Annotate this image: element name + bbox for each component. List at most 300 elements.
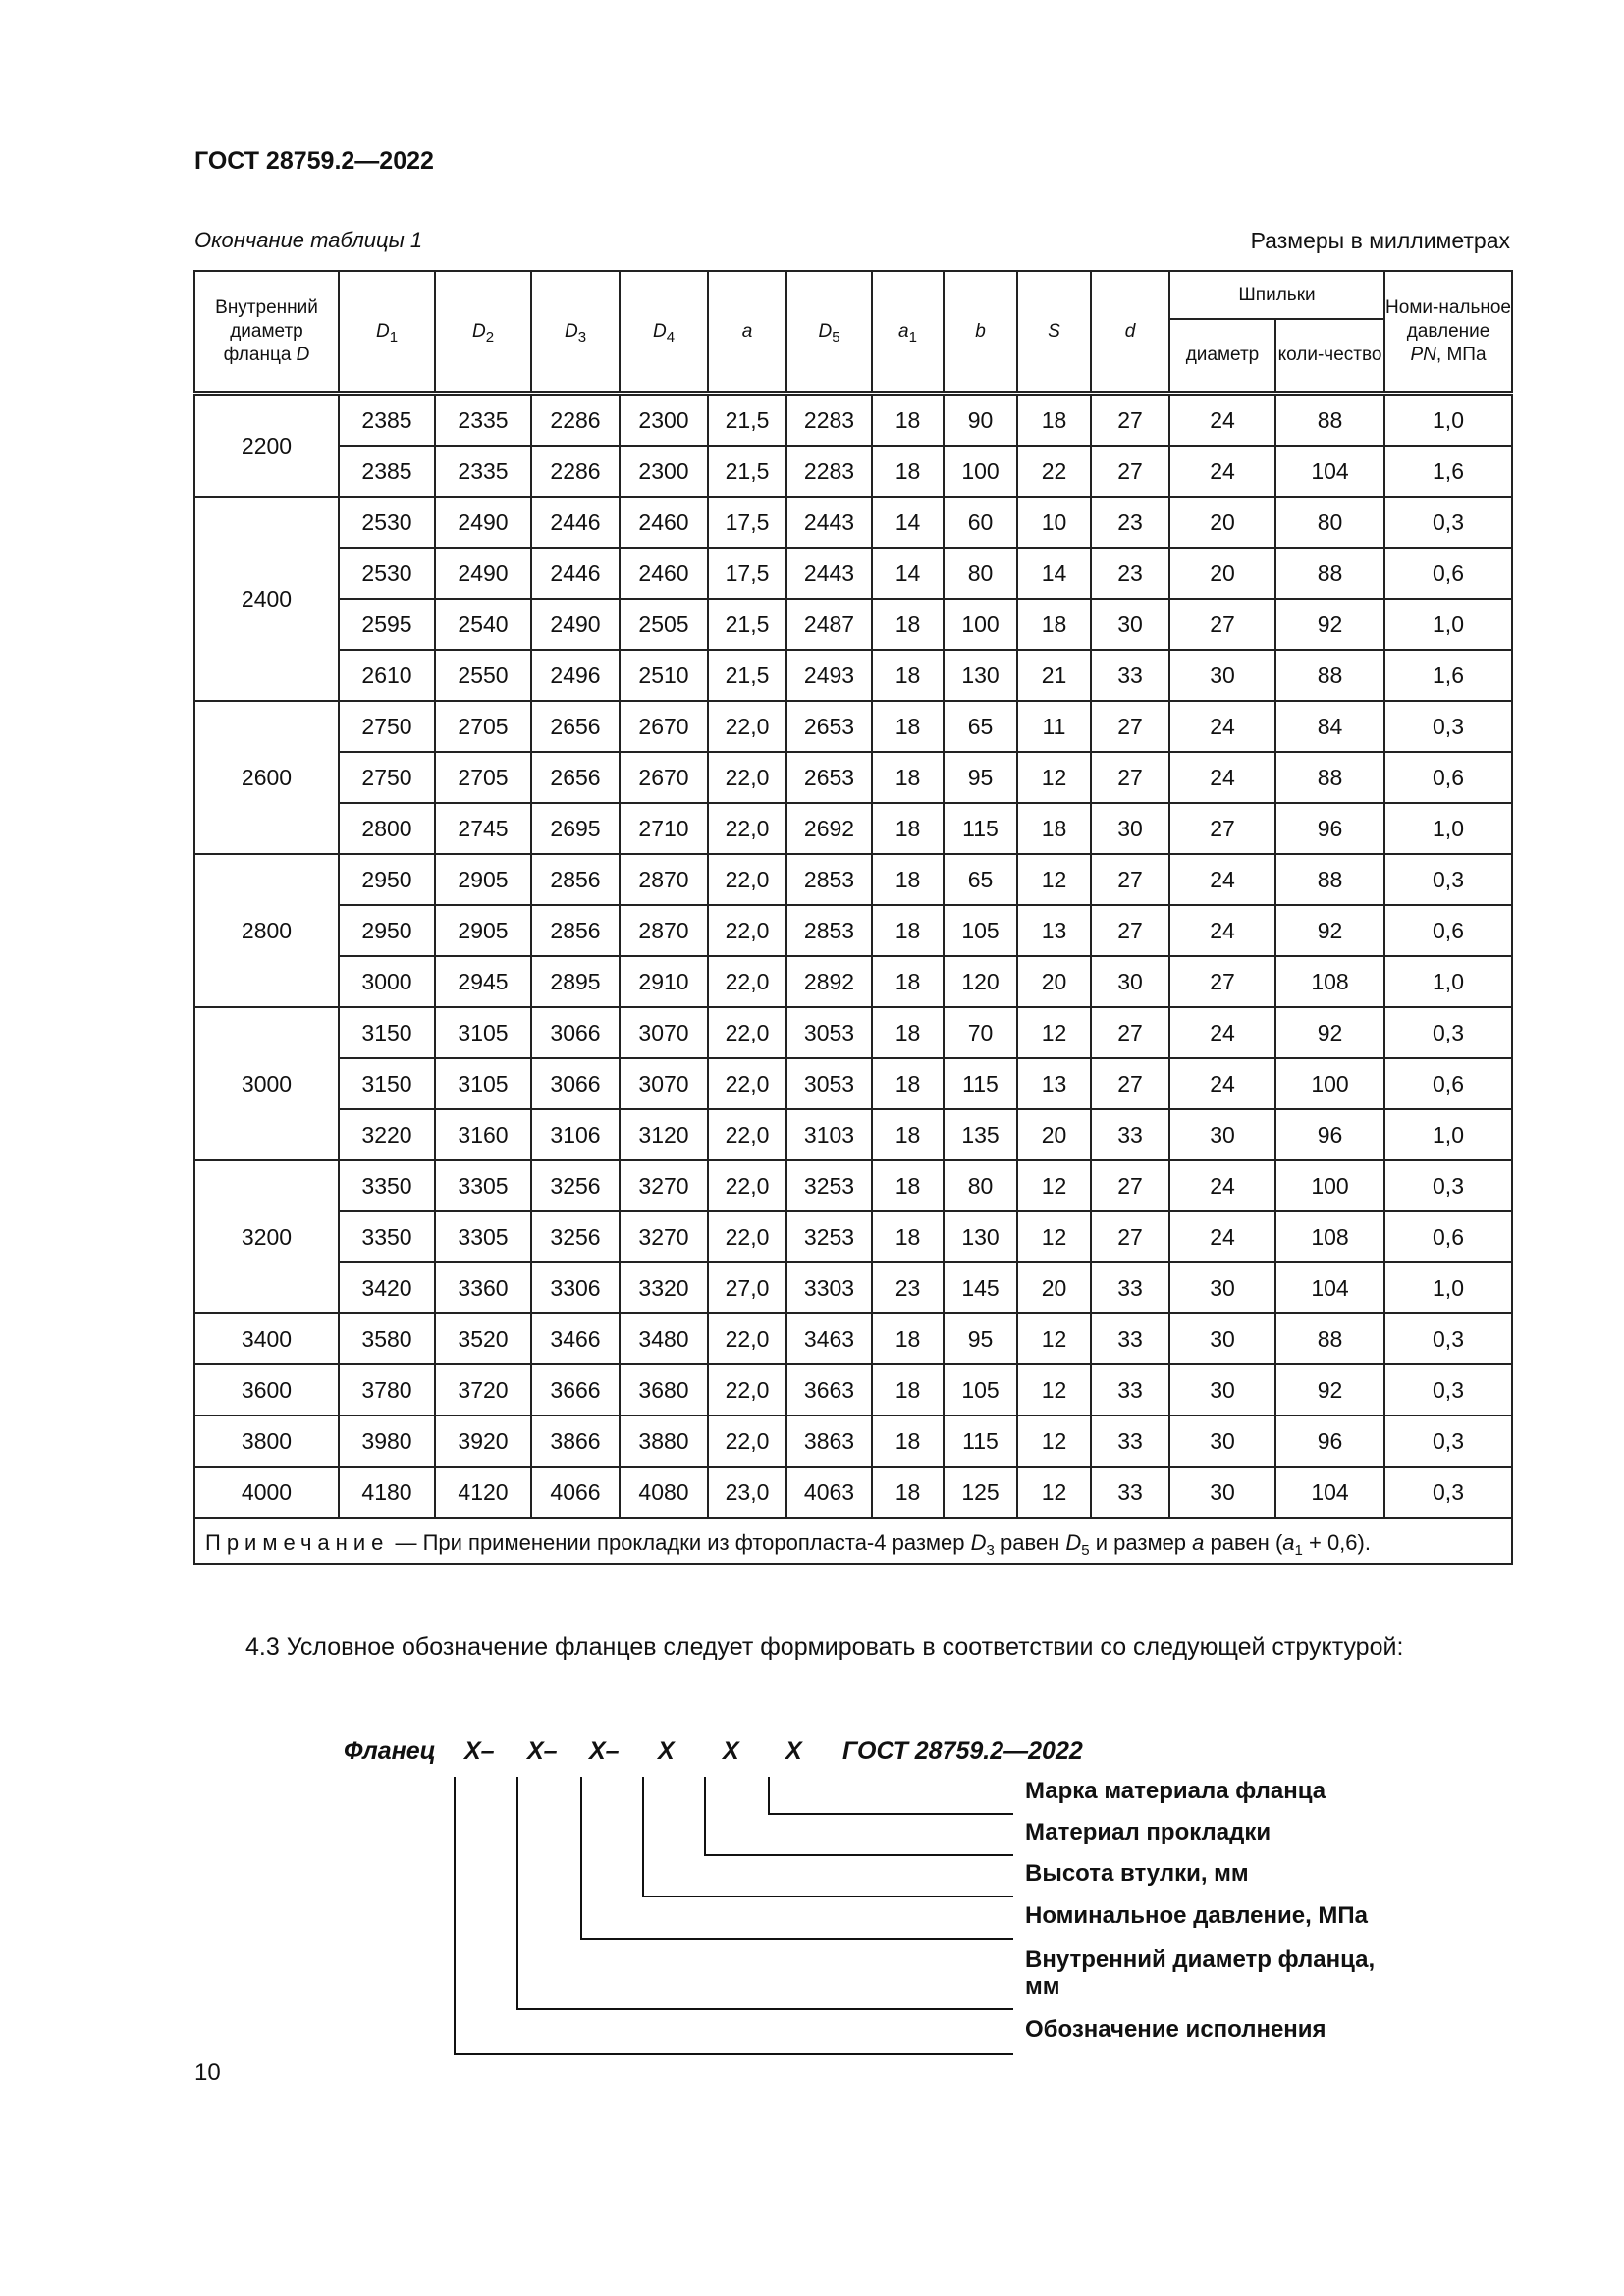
table-cell: 18 [872,1364,944,1415]
table-cell: 22,0 [708,1211,786,1262]
table-cell: 3120 [620,1109,708,1160]
document-header: ГОСТ 28759.2—2022 [194,147,434,175]
table-cell: 4063 [786,1467,872,1518]
table-cell: 22,0 [708,1415,786,1467]
table-cell: 27 [1091,1211,1169,1262]
table-cell: 10 [1017,497,1091,548]
table-cell: 88 [1275,650,1384,701]
table-cell: 12 [1017,1313,1091,1364]
table-cell: 0,6 [1384,1211,1512,1262]
table-cell: 22,0 [708,1058,786,1109]
table-cell: 90 [944,394,1017,447]
table-cell: 18 [1017,803,1091,854]
table-cell: 4180 [339,1467,435,1518]
table-cell: 3880 [620,1415,708,1467]
table-note: Примечание — При применении прокладки из фторопласта-4 размер $D_3$ равен $D_5$ и размер a равен $(a_1 + 0,6)$. [194,1518,1512,1564]
label-gasket-material: Материал прокладки [1025,1819,1272,1845]
table-cell: 18 [872,1467,944,1518]
header-d: d [1091,271,1169,394]
table-continuation-caption: Окончание таблицы 1 [194,228,423,252]
table-cell: 30 [1169,650,1275,701]
table-cell: 24 [1169,446,1275,497]
table-cell: 1,6 [1384,650,1512,701]
table-cell: 3105 [435,1058,531,1109]
table-cell: 3253 [786,1211,872,1262]
table-cell: 120 [944,956,1017,1007]
designation-placeholder-4: X [658,1737,675,1765]
designation-placeholder-1: X– [464,1737,495,1765]
table-cell: 3663 [786,1364,872,1415]
table-cell: 22,0 [708,854,786,905]
table-cell: 3150 [339,1007,435,1058]
table-cell: 3105 [435,1007,531,1058]
table-cell: 24 [1169,1211,1275,1262]
inner-diameter-cell: 3000 [194,1007,339,1160]
table-cell: 3270 [620,1211,708,1262]
table-cell: 3000 [339,956,435,1007]
table-cell: 2335 [435,446,531,497]
label-flange-material: Марка материала фланца [1025,1778,1326,1804]
table-cell: 70 [944,1007,1017,1058]
table-cell: 1,0 [1384,599,1512,650]
table-cell: 17,5 [708,497,786,548]
table-cell: 0,3 [1384,1415,1512,1467]
table-cell: 22,0 [708,752,786,803]
table-cell: 2705 [435,752,531,803]
table-cell: 12 [1017,752,1091,803]
table-cell: 100 [944,599,1017,650]
table-cell: 2496 [531,650,620,701]
table-cell: 18 [1017,394,1091,447]
table-cell: 27 [1091,905,1169,956]
table-cell: 22,0 [708,956,786,1007]
table-cell: 2610 [339,650,435,701]
table-cell: 2870 [620,905,708,956]
table-cell: 24 [1169,1007,1275,1058]
table-cell: 3053 [786,1058,872,1109]
table-cell: 2550 [435,650,531,701]
table-cell: 2385 [339,394,435,447]
table-cell: 3306 [531,1262,620,1313]
table-cell: 3580 [339,1313,435,1364]
table-cell: 18 [872,1313,944,1364]
table-cell: 2853 [786,905,872,956]
table-cell: 2460 [620,548,708,599]
table-cell: 2530 [339,497,435,548]
table-cell: 14 [1017,548,1091,599]
designation-placeholder-2: X– [527,1737,558,1765]
table-cell: 18 [872,1058,944,1109]
table-cell: 2446 [531,548,620,599]
table-cell: 24 [1169,394,1275,447]
label-design-variant: Обозначение исполнения [1025,2016,1326,2043]
table-cell: 18 [872,446,944,497]
table-cell: 18 [872,1007,944,1058]
table-cell: 18 [872,650,944,701]
table-cell: 2493 [786,650,872,701]
table-cell: 2653 [786,701,872,752]
table-cell: 84 [1275,701,1384,752]
table-cell: 22,0 [708,905,786,956]
table-cell: 12 [1017,1415,1091,1467]
inner-diameter-cell: 2200 [194,394,339,498]
table-cell: 2446 [531,497,620,548]
header-d3: $D_3$ [531,271,620,394]
table-cell: 3463 [786,1313,872,1364]
table-cell: 18 [872,854,944,905]
table-cell: 12 [1017,1211,1091,1262]
table-cell: 115 [944,803,1017,854]
table-cell: 21,5 [708,394,786,447]
table-cell: 0,3 [1384,497,1512,548]
table-cell: 2460 [620,497,708,548]
table-cell: 14 [872,548,944,599]
table-cell: 27 [1091,854,1169,905]
table-cell: 27 [1169,803,1275,854]
table-cell: 27 [1091,394,1169,447]
table-cell: 3150 [339,1058,435,1109]
table-cell: 1,0 [1384,956,1512,1007]
table-cell: 65 [944,701,1017,752]
table-cell: 2856 [531,854,620,905]
table-cell: 2283 [786,446,872,497]
table-cell: 2800 [339,803,435,854]
header-a1: $a_1$ [872,271,944,394]
table-cell: 22,0 [708,1160,786,1211]
inner-diameter-cell: 4000 [194,1467,339,1518]
table-cell: 18 [872,599,944,650]
table-cell: 115 [944,1058,1017,1109]
table-cell: 3980 [339,1415,435,1467]
label-inner-diameter-unit: мм [1025,1973,1060,2000]
table-cell: 2950 [339,905,435,956]
table-cell: 2490 [531,599,620,650]
table-cell: 18 [872,394,944,447]
header-a: a [708,271,786,394]
section-4-3-paragraph: 4.3 Условное обозначение фланцев следует формировать в соответствии со следующей структурой: [245,1633,1404,1661]
table-cell: 3720 [435,1364,531,1415]
designation-placeholder-6: X [785,1737,802,1765]
designation-standard: ГОСТ 28759.2—2022 [842,1737,1083,1765]
table-cell: 3070 [620,1007,708,1058]
table-cell: 2895 [531,956,620,1007]
table-cell: 30 [1091,956,1169,1007]
table-cell: 95 [944,752,1017,803]
table-cell: 11 [1017,701,1091,752]
table-cell: 88 [1275,1313,1384,1364]
table-cell: 2443 [786,548,872,599]
table-cell: 95 [944,1313,1017,1364]
table-cell: 27 [1091,1058,1169,1109]
table-cell: 105 [944,905,1017,956]
table-cell: 2505 [620,599,708,650]
table-cell: 100 [944,446,1017,497]
inner-diameter-cell: 2800 [194,854,339,1007]
table-cell: 1,0 [1384,1262,1512,1313]
table-cell: 27 [1091,701,1169,752]
table-cell: 108 [1275,956,1384,1007]
table-cell: 22,0 [708,1109,786,1160]
table-cell: 3305 [435,1160,531,1211]
table-cell: 104 [1275,1467,1384,1518]
table-cell: 18 [872,752,944,803]
table-cell: 0,3 [1384,1313,1512,1364]
table-cell: 24 [1169,752,1275,803]
table-cell: 30 [1091,803,1169,854]
table-cell: 3103 [786,1109,872,1160]
designation-leader-lines [455,1777,1013,2054]
table-cell: 3256 [531,1160,620,1211]
table-cell: 2945 [435,956,531,1007]
table-cell: 22,0 [708,803,786,854]
table-cell: 27,0 [708,1262,786,1313]
table-cell: 24 [1169,701,1275,752]
table-cell: 18 [872,956,944,1007]
table-cell: 3066 [531,1058,620,1109]
table-cell: 3070 [620,1058,708,1109]
table-cell: 2870 [620,854,708,905]
table-cell: 2443 [786,497,872,548]
table-cell: 12 [1017,1007,1091,1058]
table-cell: 12 [1017,1160,1091,1211]
table-cell: 18 [872,1109,944,1160]
table-cell: 65 [944,854,1017,905]
table-cell: 88 [1275,752,1384,803]
table-cell: 135 [944,1109,1017,1160]
table-cell: 3106 [531,1109,620,1160]
table-cell: 27 [1091,446,1169,497]
label-hub-height: Высота втулки, мм [1025,1860,1249,1887]
table-cell: 12 [1017,1467,1091,1518]
label-nominal-pressure: Номинальное давление, МПа [1025,1902,1369,1929]
table-cell: 0,3 [1384,1007,1512,1058]
table-cell: 88 [1275,548,1384,599]
table-cell: 2286 [531,446,620,497]
header-d1: $D_1$ [339,271,435,394]
table-cell: 23,0 [708,1467,786,1518]
table-cell: 3160 [435,1109,531,1160]
table-cell: 3420 [339,1262,435,1313]
table-cell: 20 [1169,497,1275,548]
header-d5: $D_5$ [786,271,872,394]
table-cell: 23 [872,1262,944,1313]
table-cell: 0,3 [1384,1467,1512,1518]
table-cell: 115 [944,1415,1017,1467]
table-cell: 22,0 [708,1007,786,1058]
table-cell: 33 [1091,1415,1169,1467]
table-cell: 27 [1091,1160,1169,1211]
table-cell: 3350 [339,1211,435,1262]
table-cell: 3305 [435,1211,531,1262]
table-cell: 33 [1091,1467,1169,1518]
table-cell: 2540 [435,599,531,650]
table-cell: 2510 [620,650,708,701]
table-cell: 3320 [620,1262,708,1313]
table-cell: 30 [1169,1109,1275,1160]
table-cell: 24 [1169,905,1275,956]
table-cell: 24 [1169,1058,1275,1109]
table-cell: 0,3 [1384,854,1512,905]
table-cell: 3350 [339,1160,435,1211]
table-cell: 2856 [531,905,620,956]
table-cell: 18 [872,1160,944,1211]
table-cell: 22 [1017,446,1091,497]
inner-diameter-cell: 3400 [194,1313,339,1364]
table-cell: 18 [872,701,944,752]
table-cell: 3053 [786,1007,872,1058]
table-cell: 2335 [435,394,531,447]
table-cell: 2750 [339,752,435,803]
table-cell: 21 [1017,650,1091,701]
designation-placeholder-5: X [723,1737,739,1765]
table-cell: 130 [944,650,1017,701]
table-cell: 27 [1091,1007,1169,1058]
header-stud-count: коли-чество [1275,319,1384,394]
table-cell: 23 [1091,497,1169,548]
table-cell: 92 [1275,905,1384,956]
table-cell: 2750 [339,701,435,752]
table-cell: 12 [1017,1364,1091,1415]
header-d4: $D_4$ [620,271,708,394]
table-cell: 2300 [620,446,708,497]
label-inner-diameter: Внутренний диаметр фланца, [1025,1947,1376,1973]
table-cell: 2656 [531,701,620,752]
table-cell: 80 [1275,497,1384,548]
table-cell: 2950 [339,854,435,905]
table-cell: 33 [1091,1313,1169,1364]
table-cell: 3256 [531,1211,620,1262]
table-cell: 3520 [435,1313,531,1364]
table-cell: 60 [944,497,1017,548]
table-cell: 14 [872,497,944,548]
table-cell: 80 [944,1160,1017,1211]
table-cell: 1,0 [1384,1109,1512,1160]
table-cell: 2490 [435,548,531,599]
inner-diameter-cell: 3800 [194,1415,339,1467]
table-cell: 20 [1017,956,1091,1007]
table-cell: 92 [1275,1007,1384,1058]
table-cell: 88 [1275,394,1384,447]
table-cell: 2595 [339,599,435,650]
table-cell: 30 [1169,1313,1275,1364]
table-cell: 12 [1017,854,1091,905]
table-cell: 2385 [339,446,435,497]
table-cell: 27 [1169,599,1275,650]
table-cell: 2490 [435,497,531,548]
table-cell: 18 [872,1415,944,1467]
table-cell: 18 [872,1211,944,1262]
table-cell: 2853 [786,854,872,905]
table-cell: 2692 [786,803,872,854]
table-cell: 18 [872,905,944,956]
table-cell: 130 [944,1211,1017,1262]
table-cell: 30 [1169,1467,1275,1518]
table-cell: 108 [1275,1211,1384,1262]
table-cell: 2905 [435,905,531,956]
table-cell: 2910 [620,956,708,1007]
table-cell: 2300 [620,394,708,447]
table-cell: 22,0 [708,701,786,752]
table-cell: 0,3 [1384,701,1512,752]
header-inner-diameter: Внутренний диаметр фланца D [194,271,339,394]
designation-prefix: Фланец [344,1737,436,1765]
table-cell: 18 [1017,599,1091,650]
table-cell: 33 [1091,1262,1169,1313]
table-cell: 3866 [531,1415,620,1467]
table-cell: 2670 [620,701,708,752]
table-cell: 105 [944,1364,1017,1415]
table-cell: 0,6 [1384,752,1512,803]
header-s: S [1017,271,1091,394]
table-cell: 1,6 [1384,446,1512,497]
table-cell: 27 [1169,956,1275,1007]
table-cell: 100 [1275,1058,1384,1109]
table-cell: 2745 [435,803,531,854]
table-cell: 33 [1091,1109,1169,1160]
table-cell: 18 [872,803,944,854]
table-cell: 21,5 [708,446,786,497]
page-number: 10 [194,2059,221,2086]
table-cell: 0,6 [1384,548,1512,599]
table-cell: 30 [1169,1262,1275,1313]
table-cell: 24 [1169,854,1275,905]
table-cell: 100 [1275,1160,1384,1211]
table-cell: 2283 [786,394,872,447]
table-cell: 24 [1169,1160,1275,1211]
table-cell: 33 [1091,1364,1169,1415]
table-cell: 3220 [339,1109,435,1160]
table-cell: 3480 [620,1313,708,1364]
table-cell: 4080 [620,1467,708,1518]
table-cell: 96 [1275,803,1384,854]
table-cell: 33 [1091,650,1169,701]
table-cell: 22,0 [708,1313,786,1364]
table-cell: 2892 [786,956,872,1007]
table-cell: 2286 [531,394,620,447]
table-cell: 4066 [531,1467,620,1518]
table-cell: 125 [944,1467,1017,1518]
inner-diameter-cell: 3200 [194,1160,339,1313]
table-cell: 20 [1017,1262,1091,1313]
table-cell: 2905 [435,854,531,905]
table-cell: 0,3 [1384,1364,1512,1415]
table-cell: 104 [1275,1262,1384,1313]
table-cell: 3303 [786,1262,872,1313]
table-cell: 0,6 [1384,905,1512,956]
table-cell: 2705 [435,701,531,752]
header-studs: Шпильки [1169,271,1384,319]
table-cell: 145 [944,1262,1017,1313]
header-stud-diameter: диаметр [1169,319,1275,394]
table-cell: 3920 [435,1415,531,1467]
table-cell: 96 [1275,1109,1384,1160]
table-cell: 4120 [435,1467,531,1518]
table-cell: 3863 [786,1415,872,1467]
table-cell: 3780 [339,1364,435,1415]
table-cell: 22,0 [708,1364,786,1415]
table-cell: 3360 [435,1262,531,1313]
units-caption: Размеры в миллиметрах [1250,228,1510,253]
table-cell: 13 [1017,905,1091,956]
table-cell: 3270 [620,1160,708,1211]
table-cell: 2695 [531,803,620,854]
table-cell: 80 [944,548,1017,599]
table-cell: 92 [1275,599,1384,650]
table-cell: 2653 [786,752,872,803]
table-cell: 3253 [786,1160,872,1211]
table-cell: 23 [1091,548,1169,599]
table-cell: 17,5 [708,548,786,599]
